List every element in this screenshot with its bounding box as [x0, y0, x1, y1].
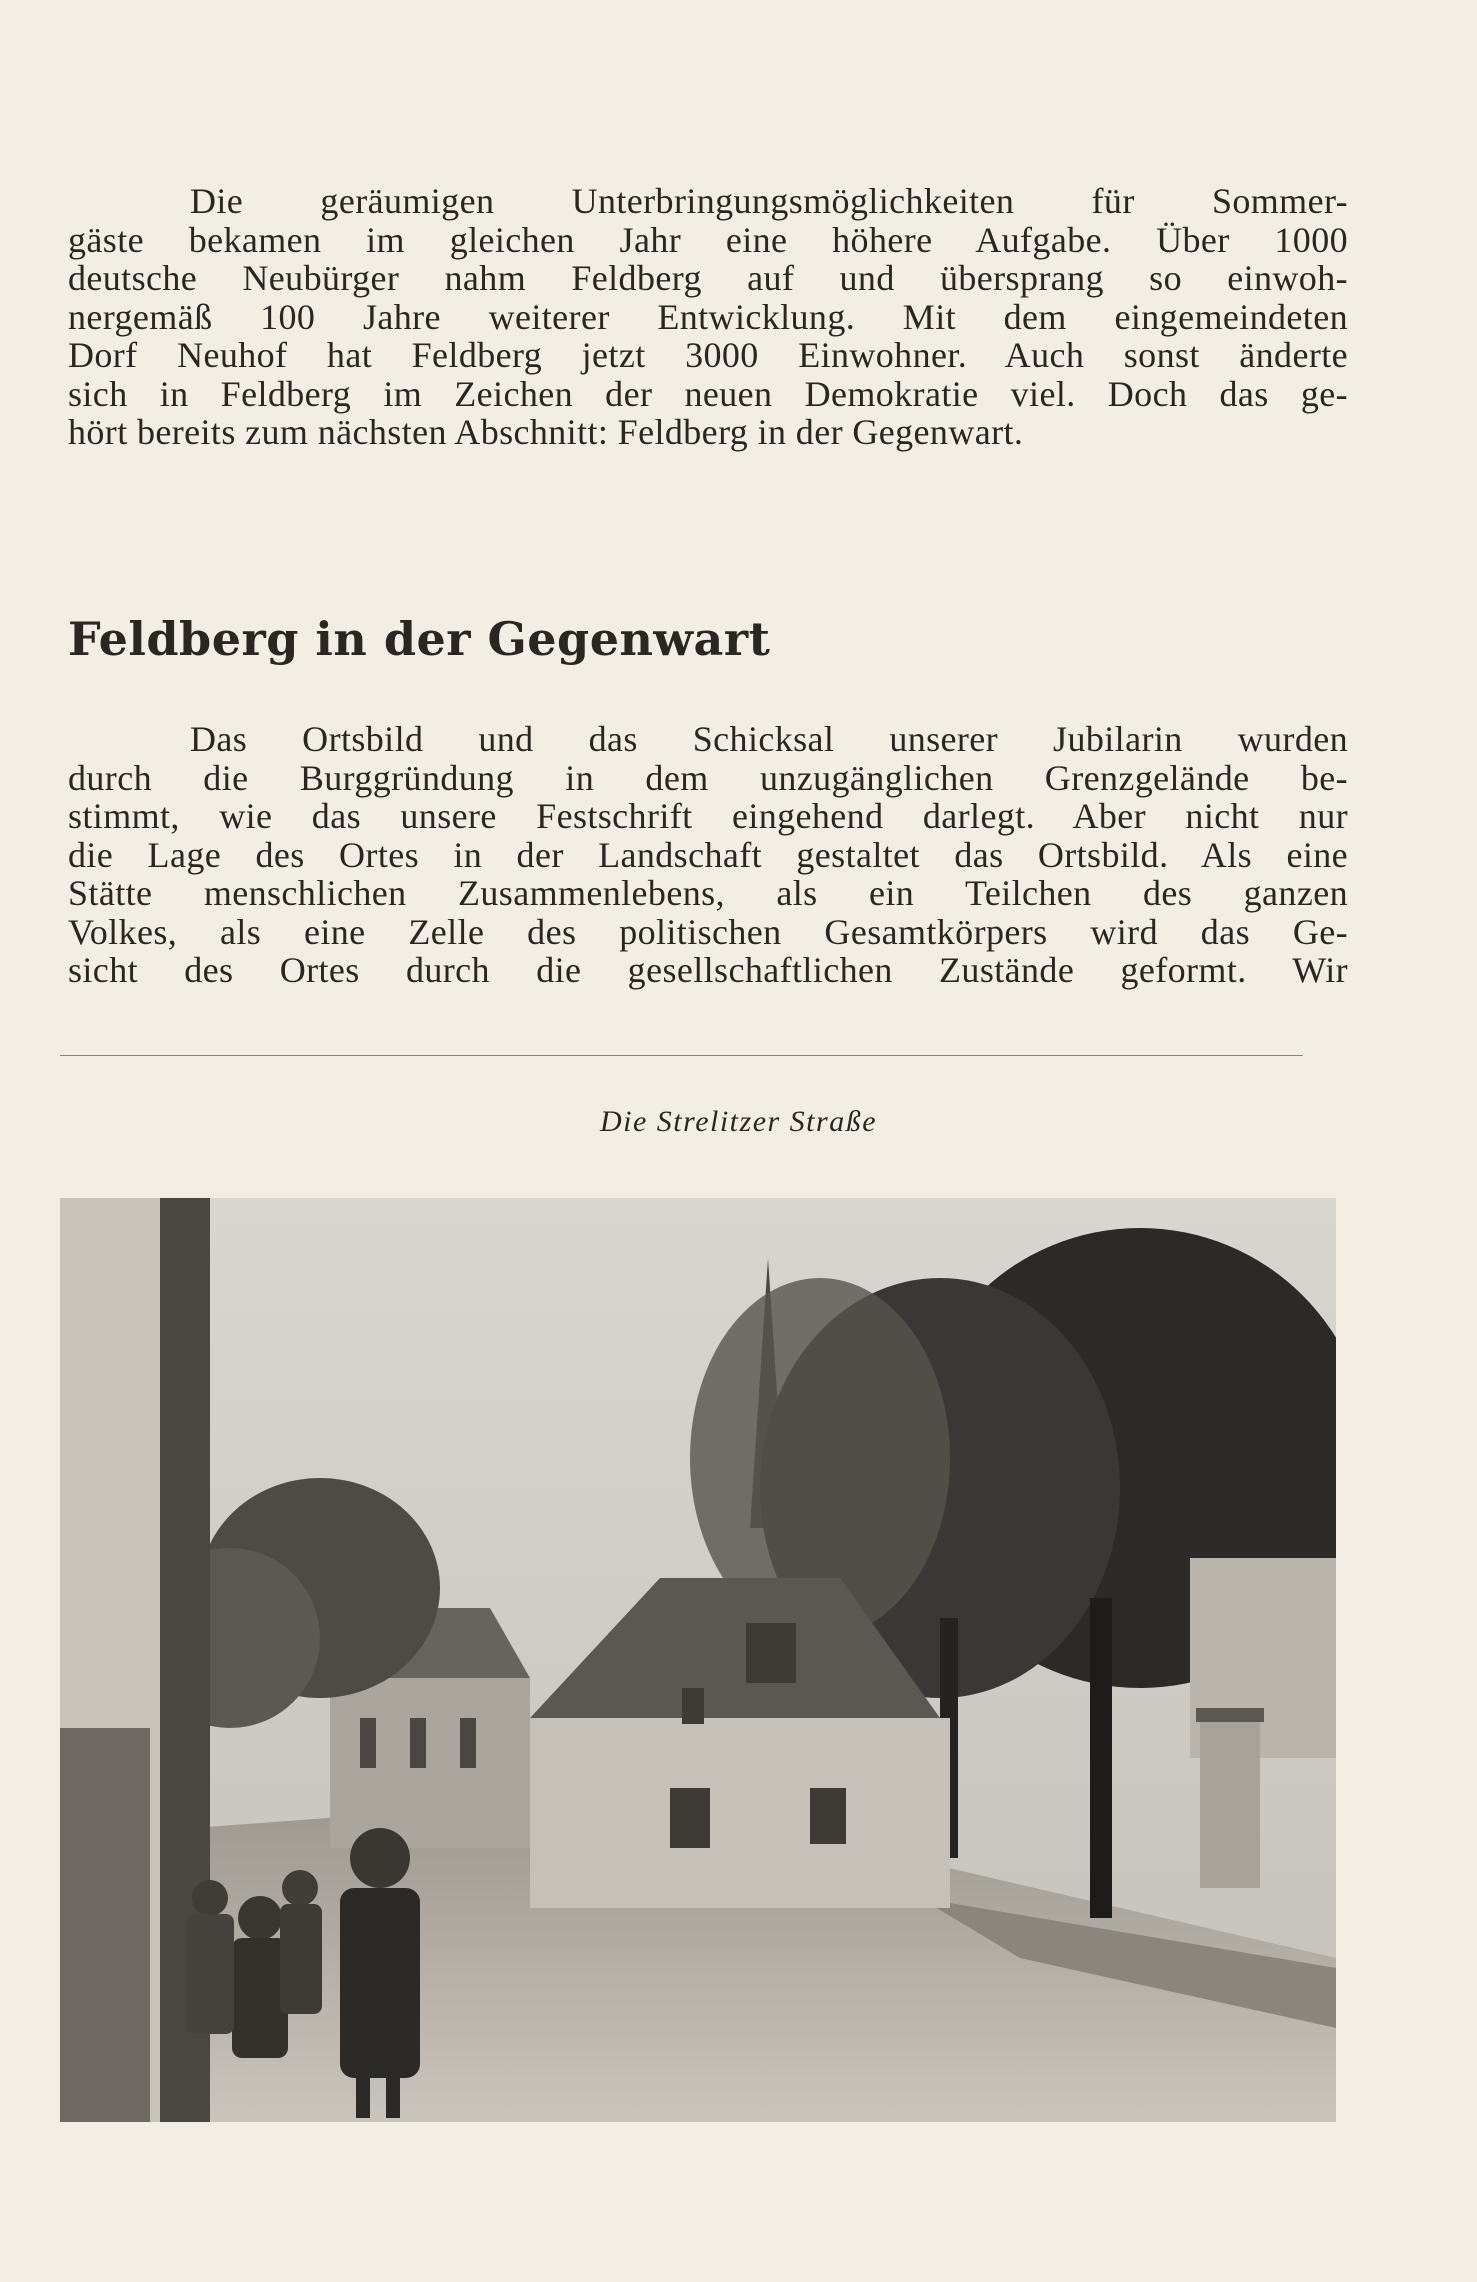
- street-photo: [60, 1198, 1336, 2122]
- text-line: Stätte menschlichen Zusammenlebens, als ein Teilchen des ganzen: [68, 873, 1348, 913]
- text-line: durch die Burggründung in dem unzugänglichen Grenzgelände be-: [68, 757, 1348, 798]
- section-heading: Feldberg in der Gegenwart: [68, 612, 771, 666]
- text-line: Volkes, als eine Zelle des politischen Gesamtkörpers wird das Ge-: [68, 911, 1348, 952]
- text-line: gäste bekamen im gleichen Jahr eine höhere Aufgabe. Über 1000: [68, 219, 1348, 260]
- text-line: hört bereits zum nächsten Abschnitt: Feldberg in der Gegenwart.: [68, 412, 1024, 452]
- text-line: nergemäß 100 Jahre weiterer Entwicklung. Mit dem eingemeindeten: [68, 296, 1348, 337]
- divider-rule: [60, 1055, 1303, 1056]
- text-line: Die geräumigen Unterbringungsmöglichkeiten für Sommer-: [190, 181, 1348, 221]
- text-line: Dorf Neuhof hat Feldberg jetzt 3000 Einwohner. Auch sonst änderte: [68, 335, 1348, 375]
- text-line: sich in Feldberg im Zeichen der neuen Demokratie viel. Doch das ge-: [68, 373, 1348, 414]
- figure-caption: Die Strelitzer Straße: [599, 1105, 878, 1138]
- text-line: stimmt, wie das unsere Festschrift eingehend darlegt. Aber nicht nur: [68, 796, 1348, 836]
- text-line: sicht des Ortes durch die gesellschaftlichen Zustände geformt. Wir: [68, 950, 1348, 990]
- paragraph-intro: [68, 182, 1348, 452]
- text-line: deutsche Neubürger nahm Feldberg auf und übersprang so einwoh-: [68, 258, 1348, 298]
- text-line: Das Ortsbild und das Schicksal unserer Jubilarin wurden: [190, 719, 1348, 759]
- text-line: die Lage des Ortes in der Landschaft gestaltet das Ortsbild. Als eine: [68, 834, 1348, 875]
- paragraph-section: [68, 720, 1348, 990]
